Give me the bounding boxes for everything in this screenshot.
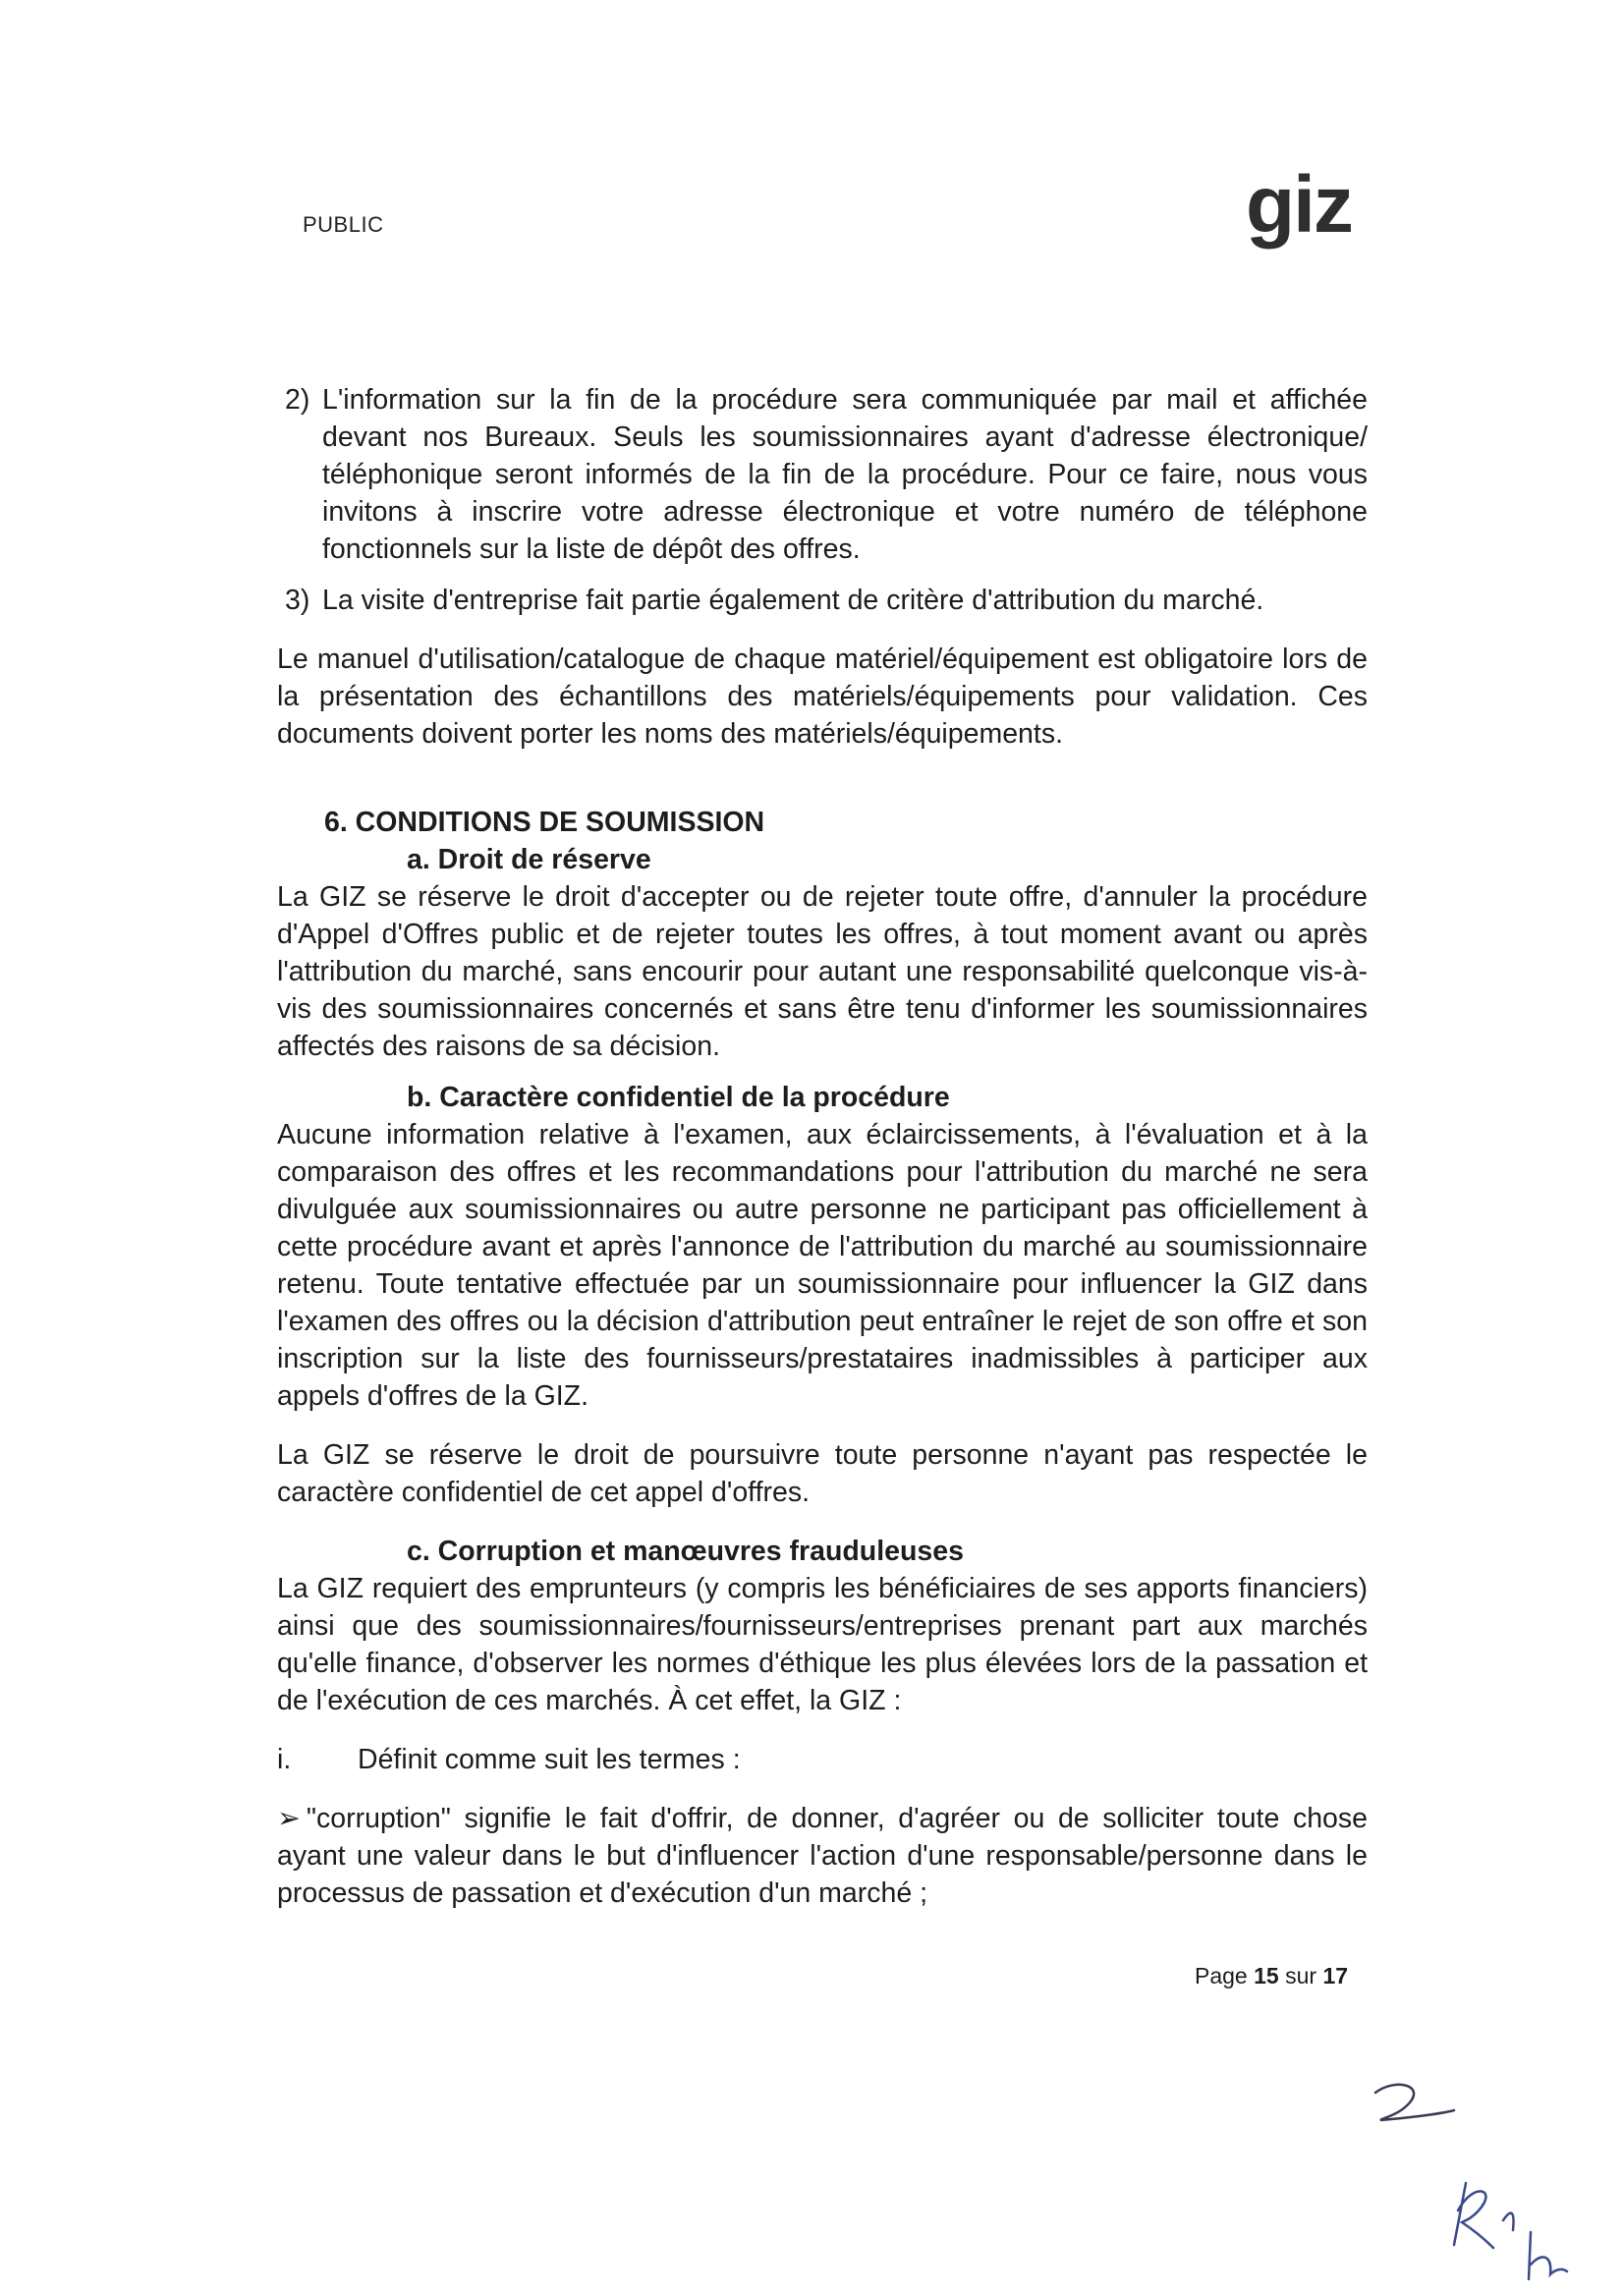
document-body bbox=[277, 381, 1368, 1912]
subsection-b-paragraph: Aucune information relative à l'examen, aux éclaircissements, à l'évaluation et à la comparaison des offres et les recommandations pour l'attribution du marché ne sera divulguée aux soumissionnaires ou autre personne ne participant pas officiellement à cette procédure avant et après l'annonce de l'attribution du marché au soumissionnaire retenu. Toute tentative effectuée par un soumissionnaire pour influencer la GIZ dans l'examen des offres ou la décision d'attribution peut entraîner le rejet de son offre et son inscription sur la liste des fournisseurs/prestataires inadmissibles à participer aux appels d'offres de la GIZ. bbox=[277, 1119, 1368, 1412]
arrow-bullet-icon: ➢ bbox=[277, 1803, 301, 1834]
list-number: 2) bbox=[285, 384, 310, 416]
subsection-b-heading: b. Caractère confidentiel de la procédure bbox=[407, 1082, 950, 1113]
handwritten-signature bbox=[1356, 2073, 1582, 2294]
roman-text: Définit comme suit les termes : bbox=[358, 1744, 741, 1775]
list-item-3 bbox=[277, 582, 1368, 619]
subsection-c-paragraph: La GIZ requiert des emprunteurs (y compris les bénéficiaires de ses apports financiers) ainsi que des soumissionnaires/fournisseurs/entreprises prenant part aux marchés qu'elle finance, d'observer les normes d'éthique les plus élevées lors de la passation et de l'exécution de ces marchés. À cet effet, la GIZ : bbox=[277, 1573, 1368, 1716]
section-6-heading: 6. CONDITIONS DE SOUMISSION bbox=[324, 807, 765, 838]
list-text: La visite d'entreprise fait partie également de critère d'attribution du marché. bbox=[322, 585, 1264, 616]
page-word: Page bbox=[1195, 1963, 1248, 1988]
giz-logo: giz bbox=[1246, 160, 1352, 250]
roman-list-item-i bbox=[277, 1741, 1368, 1778]
list-item-2 bbox=[277, 381, 1368, 568]
subsection-a-paragraph: La GIZ se réserve le droit d'accepter ou de rejeter toute offre, d'annuler la procédure d'Appel d'Offres public et de rejeter toutes les offres, à tout moment avant ou après l'attribution du marché, sans encourir pour autant une responsabilité quelconque vis-à-vis des soumissionnaires concernés et sans être tenu d'informer les soumissionnaires affectés des raisons de sa décision. bbox=[277, 881, 1368, 1062]
corruption-definition bbox=[277, 1800, 1368, 1912]
header-classification: PUBLIC bbox=[303, 212, 384, 237]
subsection-c-heading: c. Corruption et manœuvres frauduleuses bbox=[407, 1536, 964, 1567]
page-number bbox=[1195, 1963, 1348, 1989]
page-total: 17 bbox=[1322, 1963, 1349, 1988]
page-sep: sur bbox=[1285, 1963, 1317, 1988]
corruption-text: "corruption" signifie le fait d'offrir, de donner, d'agréer ou de solliciter toute chose ayant une valeur dans le but d'influencer l'action d'une responsable/personne dans le processus de passation et d'exécution d'un marché ; bbox=[277, 1803, 1368, 1909]
list-text: L'information sur la fin de la procédure sera communiquée par mail et affichée devant nos Bureaux. Seuls les soumissionnaires ayant d'adresse électronique/ téléphonique seront informés de la fin de la procédure. Pour ce faire, nous vous invitons à inscrire votre adresse électronique et votre numéro de téléphone fonctionnels sur la liste de dépôt des offres. bbox=[322, 384, 1368, 565]
subsection-b-paragraph-2: La GIZ se réserve le droit de poursuivre toute personne n'ayant pas respectée le caractère confidentiel de cet appel d'offres. bbox=[277, 1439, 1368, 1508]
page-current: 15 bbox=[1254, 1963, 1279, 1988]
list-number: 3) bbox=[285, 585, 310, 616]
signature-drawing bbox=[1356, 2073, 1582, 2289]
subsection-a-heading: a. Droit de réserve bbox=[407, 844, 651, 875]
roman-number: i. bbox=[277, 1744, 292, 1775]
manual-paragraph: Le manuel d'utilisation/catalogue de chaque matériel/équipement est obligatoire lors de la présentation des échantillons des matériels/équipements pour validation. Ces documents doivent porter les noms des matériels/équipements. bbox=[277, 644, 1368, 750]
